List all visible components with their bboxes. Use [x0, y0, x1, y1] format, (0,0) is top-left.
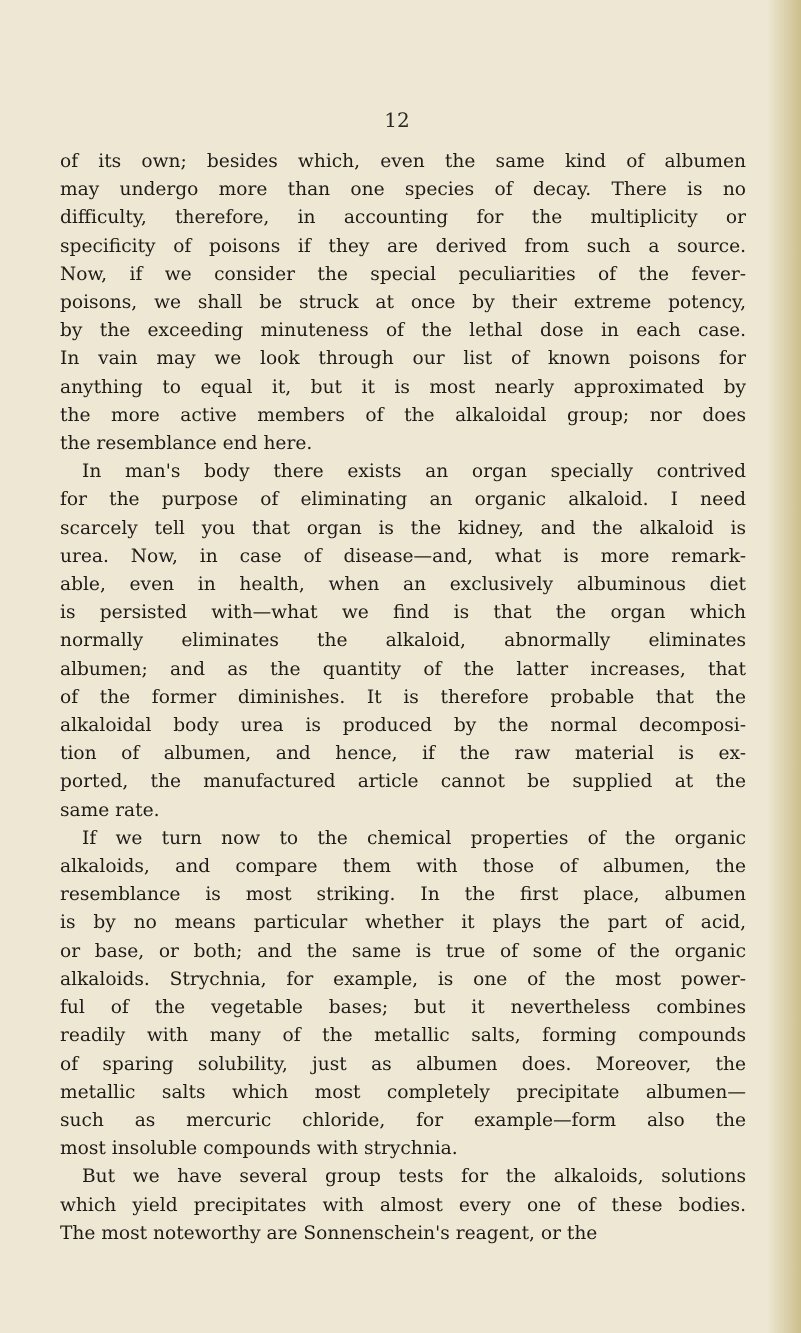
text-line: which yield precipitates with almost every one of these bodies. — [60, 1194, 746, 1216]
text-line: tion of albumen, and hence, if the raw material is ex- — [60, 743, 746, 765]
text-line: anything to equal it, but it is most nearly approximated by — [60, 376, 746, 398]
text-line: able, even in health, when an exclusively albuminous diet — [60, 574, 746, 596]
text-line: Now, if we consider the special peculiarities of the fever- — [60, 263, 746, 285]
text-line: difficulty, therefore, in accounting for the multiplicity or — [60, 207, 746, 229]
text-line: poisons, we shall be struck at once by their extreme potency, — [60, 292, 746, 314]
text-line: metallic salts which most completely precipitate albumen— — [60, 1081, 746, 1103]
text-line: albumen; and as the quantity of the latter increases, that — [60, 658, 746, 680]
body-text — [60, 148, 746, 1248]
text-line: alkaloidal body urea is produced by the normal decomposi- — [60, 715, 746, 737]
text-line: In vain may we look through our list of known poisons for — [60, 348, 746, 370]
text-line: is by no means particular whether it plays the part of acid, — [60, 912, 746, 934]
text-line: of sparing solubility, just as albumen does. Moreover, the — [60, 1053, 746, 1075]
text-line: ful of the vegetable bases; but it nevertheless combines — [60, 997, 746, 1019]
text-line: is persisted with—what we find is that the organ which — [60, 602, 746, 624]
text-line: specificity of poisons if they are derived from such a source. — [60, 235, 746, 257]
text-line: the resemblance end here. — [60, 433, 313, 455]
text-line: But we have several group tests for the alkaloids, solutions — [82, 1166, 746, 1188]
text-line: same rate. — [60, 799, 160, 821]
text-line: In man's body there exists an organ specially contrived — [82, 461, 746, 483]
text-line: for the purpose of eliminating an organic alkaloid. I need — [60, 489, 746, 511]
text-line: of its own; besides which, even the same kind of albumen — [60, 151, 746, 172]
text-line: alkaloids, and compare them with those of albumen, the — [60, 856, 746, 878]
text-line: most insoluble compounds with strychnia. — [60, 1138, 458, 1160]
text-line: the more active members of the alkaloidal group; nor does — [60, 404, 746, 426]
text-line: urea. Now, in case of disease—and, what is more remark- — [60, 545, 746, 567]
text-line: ported, the manufactured article cannot be supplied at the — [60, 771, 746, 793]
text-line: resemblance is most striking. In the first place, albumen — [60, 884, 746, 906]
text-line: by the exceeding minuteness of the lethal dose in each case. — [60, 320, 746, 342]
text-line: scarcely tell you that organ is the kidney, and the alkaloid is — [60, 517, 746, 539]
text-line: of the former diminishes. It is therefore probable that the — [60, 686, 746, 708]
text-line: The most noteworthy are Sonnenschein's reagent, or the — [60, 1222, 598, 1244]
page-number: 12 — [384, 108, 410, 132]
text-line: alkaloids. Strychnia, for example, is one of the most power- — [60, 968, 746, 990]
text-line: If we turn now to the chemical properties of the organic — [82, 827, 746, 849]
text-line: normally eliminates the alkaloid, abnormally eliminates — [60, 630, 746, 652]
page-edge-shadow — [767, 0, 801, 1333]
text-line: such as mercuric chloride, for example—form also the — [60, 1109, 746, 1131]
text-line: or base, or both; and the same is true of some of the organic — [60, 940, 746, 962]
text-line: readily with many of the metallic salts, forming compounds — [60, 1025, 746, 1047]
text-line: may undergo more than one species of decay. There is no — [60, 179, 746, 201]
